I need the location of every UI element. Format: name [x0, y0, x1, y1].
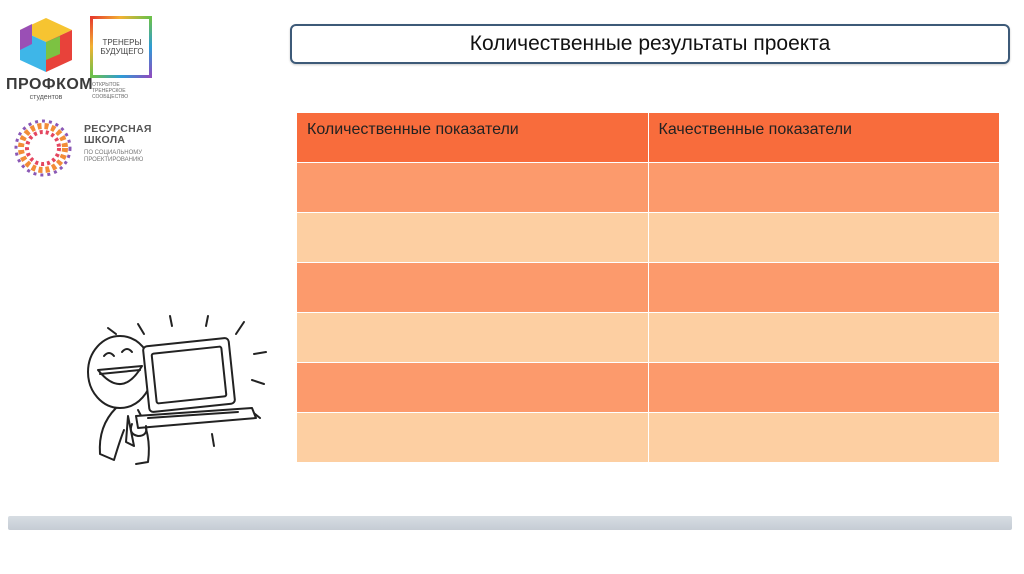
page-title: Количественные результаты проекта: [469, 32, 831, 55]
table-cell[interactable]: [297, 313, 649, 363]
table-cell[interactable]: [297, 213, 649, 263]
cube-logo-icon: [6, 14, 86, 78]
title-box: [290, 24, 1010, 64]
profkom-sub: студентов: [29, 94, 63, 101]
trenery-title-line1: ТРЕНЕРЫ: [102, 38, 142, 47]
table-row: [297, 213, 1000, 263]
header-qualitative: Качественные показатели: [648, 113, 1000, 163]
trenery-title: [94, 38, 150, 56]
profkom-logo: [6, 14, 94, 106]
table-cell[interactable]: [648, 413, 1000, 463]
table-cell[interactable]: [297, 363, 649, 413]
table-header-row: [297, 113, 1000, 163]
flower-logo-icon: [10, 116, 76, 180]
table-cell[interactable]: [297, 263, 649, 313]
trenery-title-line2: БУДУЩЕГО: [100, 47, 144, 56]
trenery-sub: ОТКРЫТОЕ ТРЕНЕРСКОЕ СООБЩЕСТВО: [92, 82, 129, 100]
trenery-logo: [90, 16, 156, 100]
header-quantitative: Количественные показатели: [297, 113, 649, 163]
table-cell[interactable]: [297, 413, 649, 463]
laptop-character-illustration: [76, 312, 276, 482]
table-row: [297, 363, 1000, 413]
resurs-line2: ШКОЛА: [84, 134, 126, 146]
table-row: [297, 163, 1000, 213]
table-cell[interactable]: [648, 363, 1000, 413]
table-cell[interactable]: [648, 213, 1000, 263]
table-cell[interactable]: [648, 163, 1000, 213]
table-cell[interactable]: [297, 163, 649, 213]
resurs-line1: РЕСУРСНАЯ: [84, 123, 152, 135]
results-table: [296, 112, 1000, 463]
resurs-sub2: ПРОЕКТИРОВАНИЮ: [84, 157, 144, 163]
table-row: [297, 413, 1000, 463]
profkom-name: ПРОФКОМ: [6, 76, 94, 93]
table-cell[interactable]: [648, 313, 1000, 363]
table-row: [297, 313, 1000, 363]
resurs-sub1: ПО СОЦИАЛЬНОМУ: [84, 150, 143, 156]
resurs-logo: [10, 116, 160, 180]
resurs-sub: [84, 150, 143, 164]
table-cell[interactable]: [648, 263, 1000, 313]
resurs-title: [84, 124, 152, 146]
table-row: [297, 263, 1000, 313]
bottom-bar: [8, 516, 1012, 530]
